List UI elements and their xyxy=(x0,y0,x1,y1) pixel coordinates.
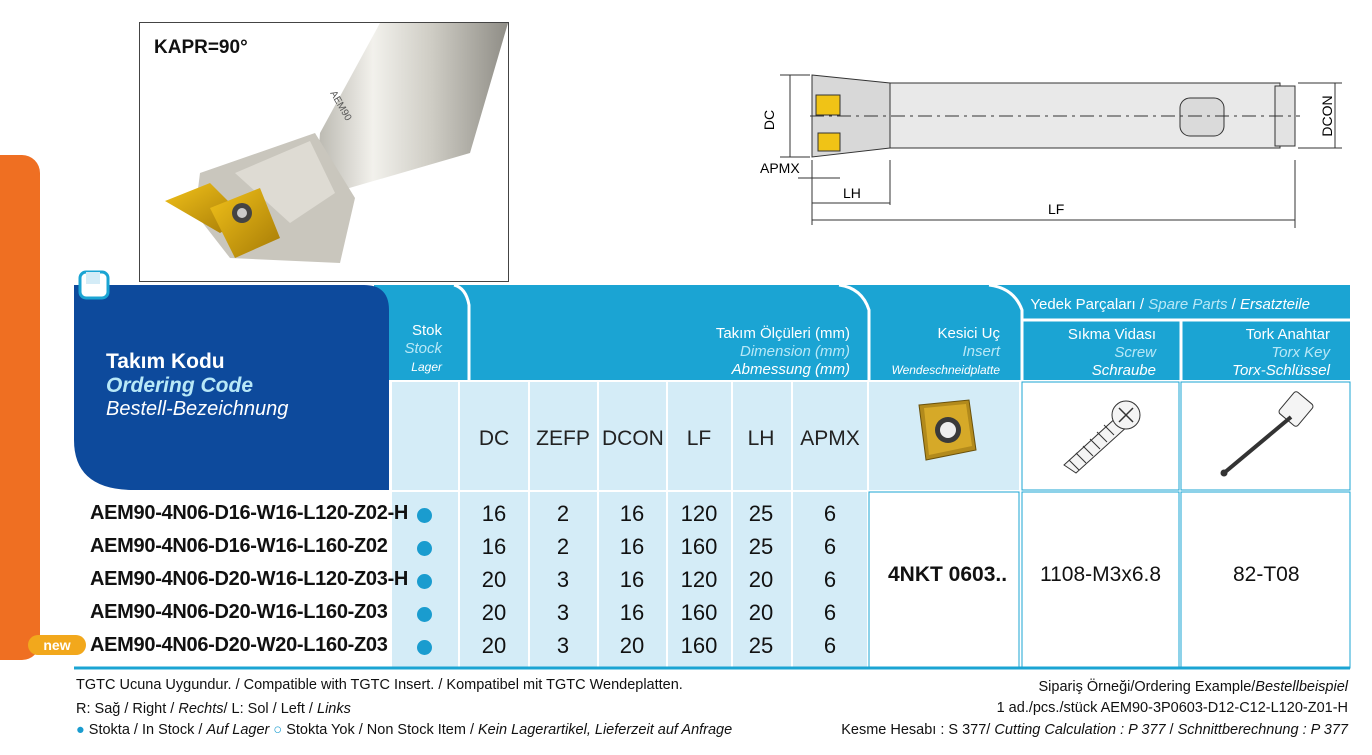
dimension-cell-lf: 160 xyxy=(680,534,718,559)
insert-tr: Kesici Uç xyxy=(937,325,1000,342)
stock-de: Lager xyxy=(411,360,442,374)
dimension-cell-zefp: 2 xyxy=(556,501,570,526)
ordering-code-en: Ordering Code xyxy=(106,374,254,397)
dimension-cell-dc: 20 xyxy=(481,633,507,658)
in-stock-dot xyxy=(417,574,432,589)
in-stock-dot xyxy=(417,541,432,556)
dimension-cell-dc: 16 xyxy=(481,501,507,526)
dimension-cell-zefp: 3 xyxy=(556,600,570,625)
dimension-cell-zefp: 3 xyxy=(556,567,570,592)
ordering-code-header xyxy=(106,350,346,421)
technical-drawing xyxy=(750,70,1350,235)
screw-de: Schraube xyxy=(1091,362,1156,379)
kapr-label: KAPR=90° xyxy=(154,37,248,58)
order-code-cell: AEM90-4N06-D20-W16-L120-Z03-H xyxy=(90,568,409,590)
stock-en: Stock xyxy=(404,340,442,357)
dimension-cell-lf: 160 xyxy=(680,600,718,625)
col-dc: DC xyxy=(478,427,510,450)
dimension-cell-dcon: 16 xyxy=(619,534,645,559)
dc-label: DC xyxy=(761,109,777,131)
stock-header xyxy=(392,322,442,376)
ordering-code-tr: Takım Kodu xyxy=(106,350,225,373)
in-stock-dot xyxy=(417,640,432,655)
dcon-label: DCON xyxy=(1319,95,1335,137)
dimension-tr: Takım Ölçüleri (mm) xyxy=(715,325,850,342)
dimension-cell-apmx: 6 xyxy=(823,567,837,592)
ordering-code-de: Bestell-Bezeichnung xyxy=(106,398,289,420)
screw-tr: Sıkma Vidası xyxy=(1067,326,1156,343)
product-photo xyxy=(139,22,509,282)
side-tab xyxy=(0,155,40,660)
insert-code: 4NKT 0603.. xyxy=(888,563,1008,586)
torx-en: Torx Key xyxy=(1271,344,1330,361)
in-stock-dot xyxy=(417,508,432,523)
insert-header xyxy=(870,325,1000,379)
dimension-cell-lh: 20 xyxy=(748,567,774,592)
in-stock-dot xyxy=(417,607,432,622)
footer-ordering-example: Sipariş Örneği/Ordering Example/Bestellbeispiel xyxy=(1038,679,1348,695)
dimension-cell-lh: 25 xyxy=(748,501,774,526)
col-lh: LH xyxy=(747,427,775,450)
dimension-header xyxy=(640,325,850,379)
dimension-cell-dc: 20 xyxy=(481,567,507,592)
spare-parts-header: Yedek Parçaları / Spare Parts / Ersatzteile xyxy=(1030,296,1310,313)
footer-stock-legend: ● Stokta / In Stock / Auf Lager ○ Stokta Yok / Non Stock Item / Kein Lagerartikel, Lieferzeit auf Anfrage xyxy=(76,722,733,738)
col-dcon: DCON xyxy=(602,427,664,450)
dimension-cell-lf: 120 xyxy=(680,501,718,526)
dimension-cell-zefp: 2 xyxy=(556,534,570,559)
footer-direction: R: Sağ / Right / Rechts/ L: Sol / Left / Links xyxy=(76,701,351,717)
torx-tr: Tork Anahtar xyxy=(1245,326,1330,343)
col-lf: LF xyxy=(686,427,712,450)
dimension-cell-lh: 25 xyxy=(748,534,774,559)
insert-image xyxy=(919,400,976,460)
new-badge: new xyxy=(28,635,86,655)
footer-example-code: 1 ad./pcs./stück AEM90-3P0603-D12-C12-L120-Z01-H xyxy=(996,700,1348,716)
dimension-cell-zefp: 3 xyxy=(556,633,570,658)
stock-tr: Stok xyxy=(411,322,442,339)
dimension-cell-apmx: 6 xyxy=(823,633,837,658)
dimension-cell-apmx: 6 xyxy=(823,501,837,526)
order-code-cell: AEM90-4N06-D20-W20-L160-Z03 xyxy=(90,634,388,656)
dimension-cell-dcon: 16 xyxy=(619,501,645,526)
dimension-cell-lf: 120 xyxy=(680,567,718,592)
spare-en: Spare Parts xyxy=(1148,296,1228,313)
dimension-cell-lh: 20 xyxy=(748,600,774,625)
footer-cutting-calc: Kesme Hesabı : S 377/ Cutting Calculation : P 377 / Schnittberechnung : P 377 xyxy=(841,722,1348,738)
dimension-cell-lh: 25 xyxy=(748,633,774,658)
apmx-label: APMX xyxy=(760,160,800,176)
order-code-cell: AEM90-4N06-D16-W16-L160-Z02 xyxy=(90,535,388,557)
screw-header xyxy=(1036,326,1156,380)
torx-header xyxy=(1200,326,1330,380)
svg-text:AEM90: AEM90 xyxy=(327,89,354,123)
footer-compat: TGTC Ucuna Uygundur. / Compatible with TGTC Insert. / Kompatibel mit TGTC Wendeplatten. xyxy=(76,677,683,693)
insert-de: Wendeschneidplatte xyxy=(891,363,1000,377)
dimension-cell-lf: 160 xyxy=(680,633,718,658)
col-apmx: APMX xyxy=(800,427,860,450)
order-code-cell: AEM90-4N06-D16-W16-L120-Z02-H xyxy=(90,502,409,524)
lh-label: LH xyxy=(843,185,861,201)
dimension-cell-dc: 20 xyxy=(481,600,507,625)
torx-de: Torx-Schlüssel xyxy=(1232,362,1330,379)
dimension-cell-dc: 16 xyxy=(481,534,507,559)
spare-de: Ersatzteile xyxy=(1239,296,1310,313)
dimension-en: Dimension (mm) xyxy=(739,343,850,360)
order-code-cell: AEM90-4N06-D20-W16-L160-Z03 xyxy=(90,601,388,623)
col-zefp: ZEFP xyxy=(536,427,590,450)
torx-code: 82-T08 xyxy=(1233,563,1300,586)
screw-code: 1108-M3x6.8 xyxy=(1040,563,1162,586)
lf-label: LF xyxy=(1048,201,1065,217)
dimension-cell-dcon: 16 xyxy=(619,600,645,625)
dimension-cell-apmx: 6 xyxy=(823,534,837,559)
screw-en: Screw xyxy=(1114,344,1156,361)
dimension-cell-dcon: 16 xyxy=(619,567,645,592)
dimension-cell-dcon: 20 xyxy=(619,633,645,658)
spare-tr: Yedek Parçaları xyxy=(1030,296,1136,313)
dimension-de: Abmessung (mm) xyxy=(731,361,850,378)
dimension-cell-apmx: 6 xyxy=(823,600,837,625)
insert-en: Insert xyxy=(962,343,1000,360)
end-mill-image xyxy=(140,23,508,281)
